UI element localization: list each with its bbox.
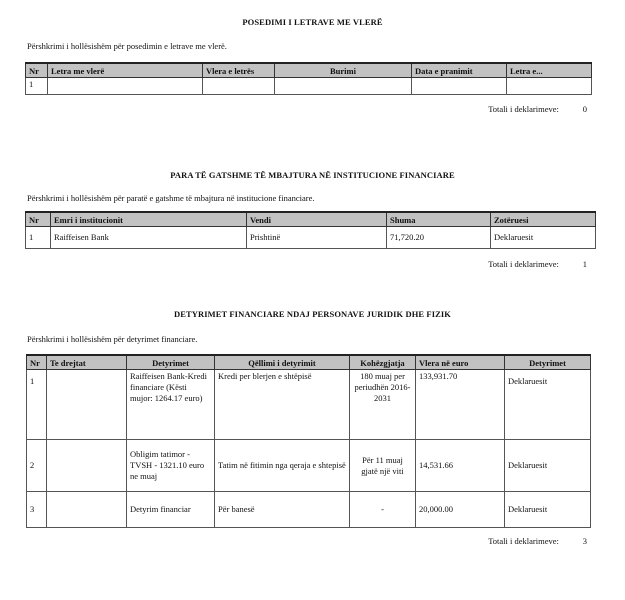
table-cell: Obligim tatimor - TVSH - 1321.10 euro ne muaj xyxy=(127,440,215,492)
section-title-securities: POSEDIMI I LETRAVE ME VLERË xyxy=(242,17,383,27)
table-cell: 133,931.70 xyxy=(416,370,505,440)
table-cell: Prishtinë xyxy=(247,227,387,249)
securities-table xyxy=(25,62,592,95)
table-cell xyxy=(47,440,127,492)
table-cell: 1 xyxy=(26,227,51,249)
table-row xyxy=(27,440,591,492)
table-row xyxy=(26,78,592,95)
table-cell: Raiffeisen Bank-Kredi financiare (Kësti mujor: 1264.17 euro) xyxy=(127,370,215,440)
table-cell: 14,531.66 xyxy=(416,440,505,492)
section-description-securities: Përshkrimi i hollësishëm për posedimin e letrave me vlerë. xyxy=(27,41,227,51)
table-cell xyxy=(275,78,412,95)
table-cell: - xyxy=(350,492,416,528)
col-header: Detyrimet xyxy=(127,355,215,370)
col-header: Kohëzgjatja xyxy=(350,355,416,370)
section-title-cash: PARA TË GATSHME TË MBAJTURA NË INSTITUCIONE FINANCIARE xyxy=(170,170,455,180)
col-header: Vendi xyxy=(247,212,387,227)
col-header: Letra e... xyxy=(507,63,592,78)
col-header: Letra me vlerë xyxy=(48,63,203,78)
table-header-row xyxy=(26,63,592,78)
table-cell: Kredi per blerjen e shtëpisë xyxy=(215,370,350,440)
total-label: Totali i deklarimeve: xyxy=(488,536,559,546)
cash-table xyxy=(25,211,596,249)
table-cell xyxy=(412,78,507,95)
table-cell: 20,000.00 xyxy=(416,492,505,528)
col-header: Nr xyxy=(26,212,51,227)
col-header: Vlera në euro xyxy=(416,355,505,370)
table-cell: Deklaruesit xyxy=(505,492,591,528)
section-title-liabilities: DETYRIMET FINANCIARE NDAJ PERSONAVE JURIDIK DHE FIZIK xyxy=(173,309,452,319)
table-cell: 3 xyxy=(27,492,47,528)
table-cell xyxy=(203,78,275,95)
col-header: Vlera e letrës xyxy=(203,63,275,78)
col-header: Detyrimet xyxy=(505,355,591,370)
table-cell: Deklaruesit xyxy=(505,370,591,440)
col-header: Qëllimi i detyrimit xyxy=(215,355,350,370)
table-cell: Detyrim financiar xyxy=(127,492,215,528)
col-header: Nr xyxy=(27,355,47,370)
table-header-row xyxy=(27,355,591,370)
table-cell: Për 11 muaj gjatë një viti xyxy=(350,440,416,492)
col-header: Data e pranimit xyxy=(412,63,507,78)
table-cell: 1 xyxy=(26,78,48,95)
total-cash xyxy=(488,259,587,269)
liabilities-table xyxy=(26,354,591,528)
table-cell xyxy=(47,370,127,440)
table-cell: Për banesë xyxy=(215,492,350,528)
section-description-liabilities: Përshkrimi i hollësishëm për detyrimet financiare. xyxy=(27,334,198,344)
col-header: Nr xyxy=(26,63,48,78)
table-cell xyxy=(47,492,127,528)
table-cell: Tatim në fitimin nga qeraja e shtepisë xyxy=(215,440,350,492)
total-value: 1 xyxy=(582,259,587,269)
col-header: Zotëruesi xyxy=(491,212,596,227)
table-row xyxy=(26,227,596,249)
table-cell xyxy=(507,78,592,95)
table-cell: Deklaruesit xyxy=(505,440,591,492)
table-cell: 1 xyxy=(27,370,47,440)
col-header: Burimi xyxy=(275,63,412,78)
total-value: 3 xyxy=(582,536,587,546)
total-label: Totali i deklarimeve: xyxy=(488,104,559,114)
section-description-cash: Përshkrimi i hollësishëm për paratë e gatshme të mbajtura në institucione financiare. xyxy=(27,193,315,203)
table-row xyxy=(27,370,591,440)
table-cell: Deklaruesit xyxy=(491,227,596,249)
col-header: Te drejtat xyxy=(47,355,127,370)
total-liabilities xyxy=(488,536,587,546)
table-cell: 180 muaj per periudhën 2016-2031 xyxy=(350,370,416,440)
table-row xyxy=(27,492,591,528)
total-securities xyxy=(488,104,587,114)
total-value: 0 xyxy=(582,104,587,114)
table-cell: Raiffeisen Bank xyxy=(51,227,247,249)
total-label: Totali i deklarimeve: xyxy=(488,259,559,269)
table-header-row xyxy=(26,212,596,227)
table-cell: 71,720.20 xyxy=(387,227,491,249)
table-cell: 2 xyxy=(27,440,47,492)
col-header: Shuma xyxy=(387,212,491,227)
col-header: Emri i institucionit xyxy=(51,212,247,227)
table-cell xyxy=(48,78,203,95)
